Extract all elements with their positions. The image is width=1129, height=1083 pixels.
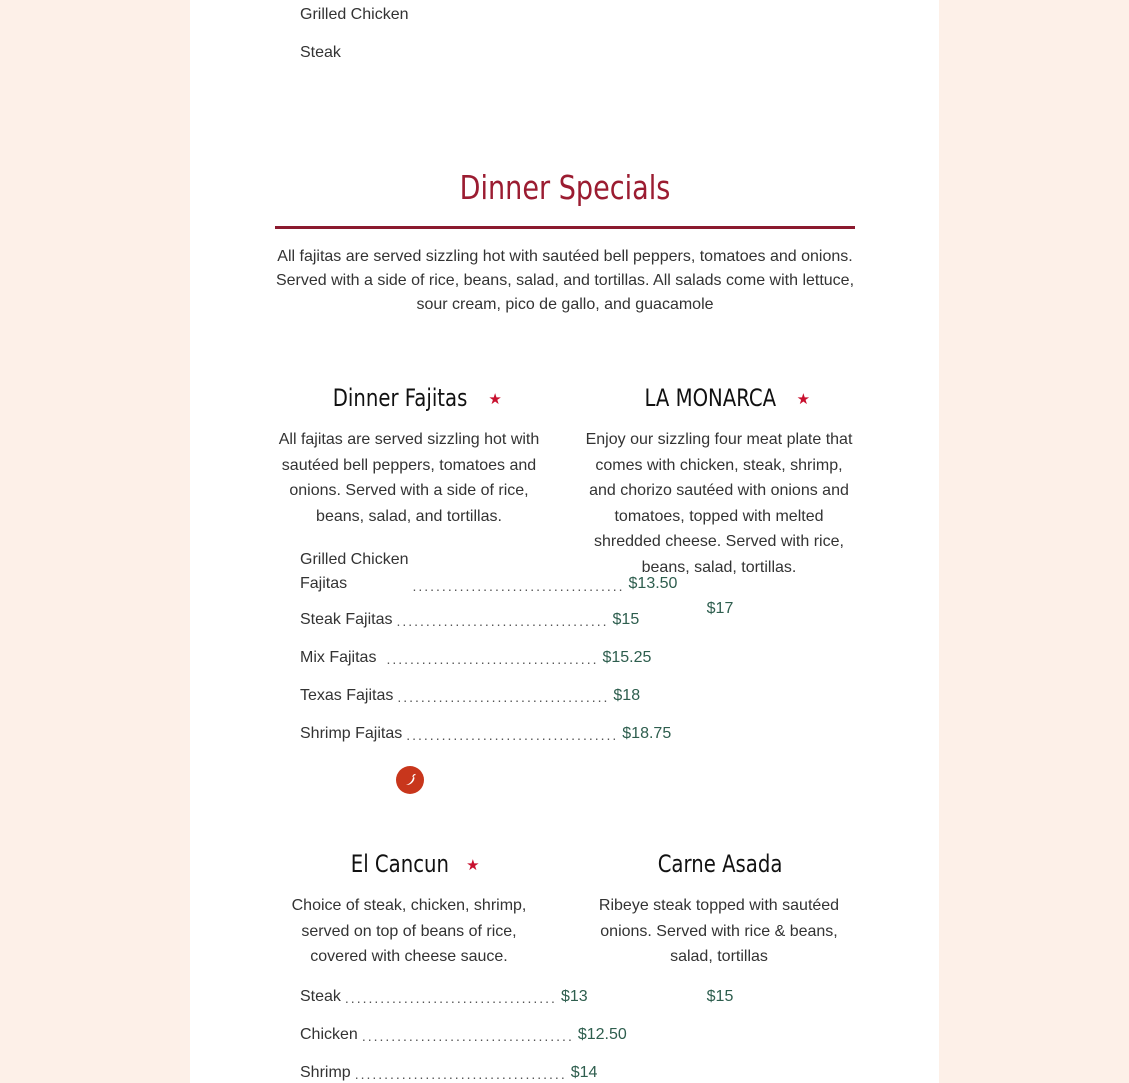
dot-leader: .................................... bbox=[397, 689, 610, 705]
price-label: Texas Fajitas bbox=[300, 687, 394, 704]
star-icon: ★ bbox=[796, 390, 811, 408]
price-label-line2: Fajitas bbox=[300, 575, 348, 592]
dot-leader: .................................... bbox=[412, 578, 625, 594]
star-icon: ★ bbox=[466, 856, 480, 874]
price-value: $18 bbox=[613, 687, 641, 704]
dinner-fajitas-description: All fajitas are served sizzling hot with sautéed bell peppers, tomatoes and onions. Served with a side of rice, beans, salad, and tortillas. bbox=[278, 431, 540, 525]
section-divider bbox=[275, 226, 855, 229]
dot-leader: .................................... bbox=[396, 613, 609, 629]
section-intro: All fajitas are served sizzling hot with sautéed bell peppers, tomatoes and onions. Served with a side of rice, beans, salad, and tortillas. All salads come with lettuce, sour cream, pico de gallo, and guacamole bbox=[275, 248, 855, 313]
price-label: Steak Fajitas bbox=[300, 611, 393, 628]
price-row-chicken bbox=[300, 1026, 627, 1044]
top-list-item-steak: Steak bbox=[300, 44, 341, 61]
price-row-texas-fajitas bbox=[300, 687, 641, 705]
price-value: $15 bbox=[612, 611, 640, 628]
price-row-grilled-chicken-fajitas bbox=[300, 548, 678, 596]
price-label: Mix Fajitas bbox=[300, 649, 377, 666]
la-monarca-title bbox=[585, 384, 855, 412]
la-monarca-description: Enjoy our sizzling four meat plate that comes with chicken, steak, shrimp, and chorizo sautéed with onions and tomatoes, topped with melted shredded cheese. Served with rice, beans, salad, tortillas. bbox=[585, 431, 853, 576]
price-value: $18.75 bbox=[622, 725, 672, 742]
price-row-steak bbox=[300, 988, 588, 1006]
price-value: $13 bbox=[560, 988, 588, 1005]
dinner-fajitas-title bbox=[275, 384, 545, 412]
price-value: $12.50 bbox=[577, 1026, 627, 1043]
la-monarca-price: $17 bbox=[706, 600, 734, 617]
el-cancun-title-text: El Cancun bbox=[351, 850, 450, 878]
chili-pepper-icon bbox=[396, 766, 424, 794]
carne-asada-price: $15 bbox=[706, 988, 734, 1005]
top-list-item-grilled-chicken: Grilled Chicken bbox=[300, 6, 409, 23]
price-label bbox=[300, 548, 408, 596]
la-monarca-title-text: LA MONARCA bbox=[644, 384, 777, 412]
carne-asada-title bbox=[585, 850, 855, 878]
price-label-line1: Grilled Chicken bbox=[300, 551, 409, 568]
dot-leader: .................................... bbox=[354, 1066, 567, 1082]
carne-asada-title-text: Carne Asada bbox=[657, 850, 783, 878]
chili-pepper-icon-svg bbox=[402, 772, 418, 788]
price-label: Chicken bbox=[300, 1026, 358, 1043]
star-icon: ★ bbox=[488, 390, 502, 408]
dot-leader: .................................... bbox=[344, 990, 557, 1006]
dinner-fajitas-title-text: Dinner Fajitas bbox=[332, 384, 468, 412]
dot-leader: .................................... bbox=[406, 727, 619, 743]
price-row-shrimp-fajitas bbox=[300, 725, 672, 743]
el-cancun-description: Choice of steak, chicken, shrimp, served on top of beans of rice, covered with cheese sauce. bbox=[291, 897, 527, 966]
price-value: $14 bbox=[570, 1064, 598, 1081]
price-label: Shrimp bbox=[300, 1064, 351, 1081]
dot-leader: .................................... bbox=[361, 1028, 574, 1044]
dot-leader: .................................... bbox=[386, 651, 599, 667]
price-row-shrimp bbox=[300, 1064, 598, 1082]
price-row-steak-fajitas bbox=[300, 611, 640, 629]
price-value: $15.25 bbox=[602, 649, 652, 666]
el-cancun-title bbox=[275, 850, 545, 878]
price-label: Shrimp Fajitas bbox=[300, 725, 403, 742]
price-row-mix-fajitas bbox=[300, 649, 652, 667]
section-title: Dinner Specials bbox=[459, 168, 671, 207]
price-label: Steak bbox=[300, 988, 341, 1005]
carne-asada-description: Ribeye steak topped with sautéed onions. Served with rice & beans, salad, tortillas bbox=[598, 897, 840, 966]
price-value: $13.50 bbox=[628, 575, 678, 592]
